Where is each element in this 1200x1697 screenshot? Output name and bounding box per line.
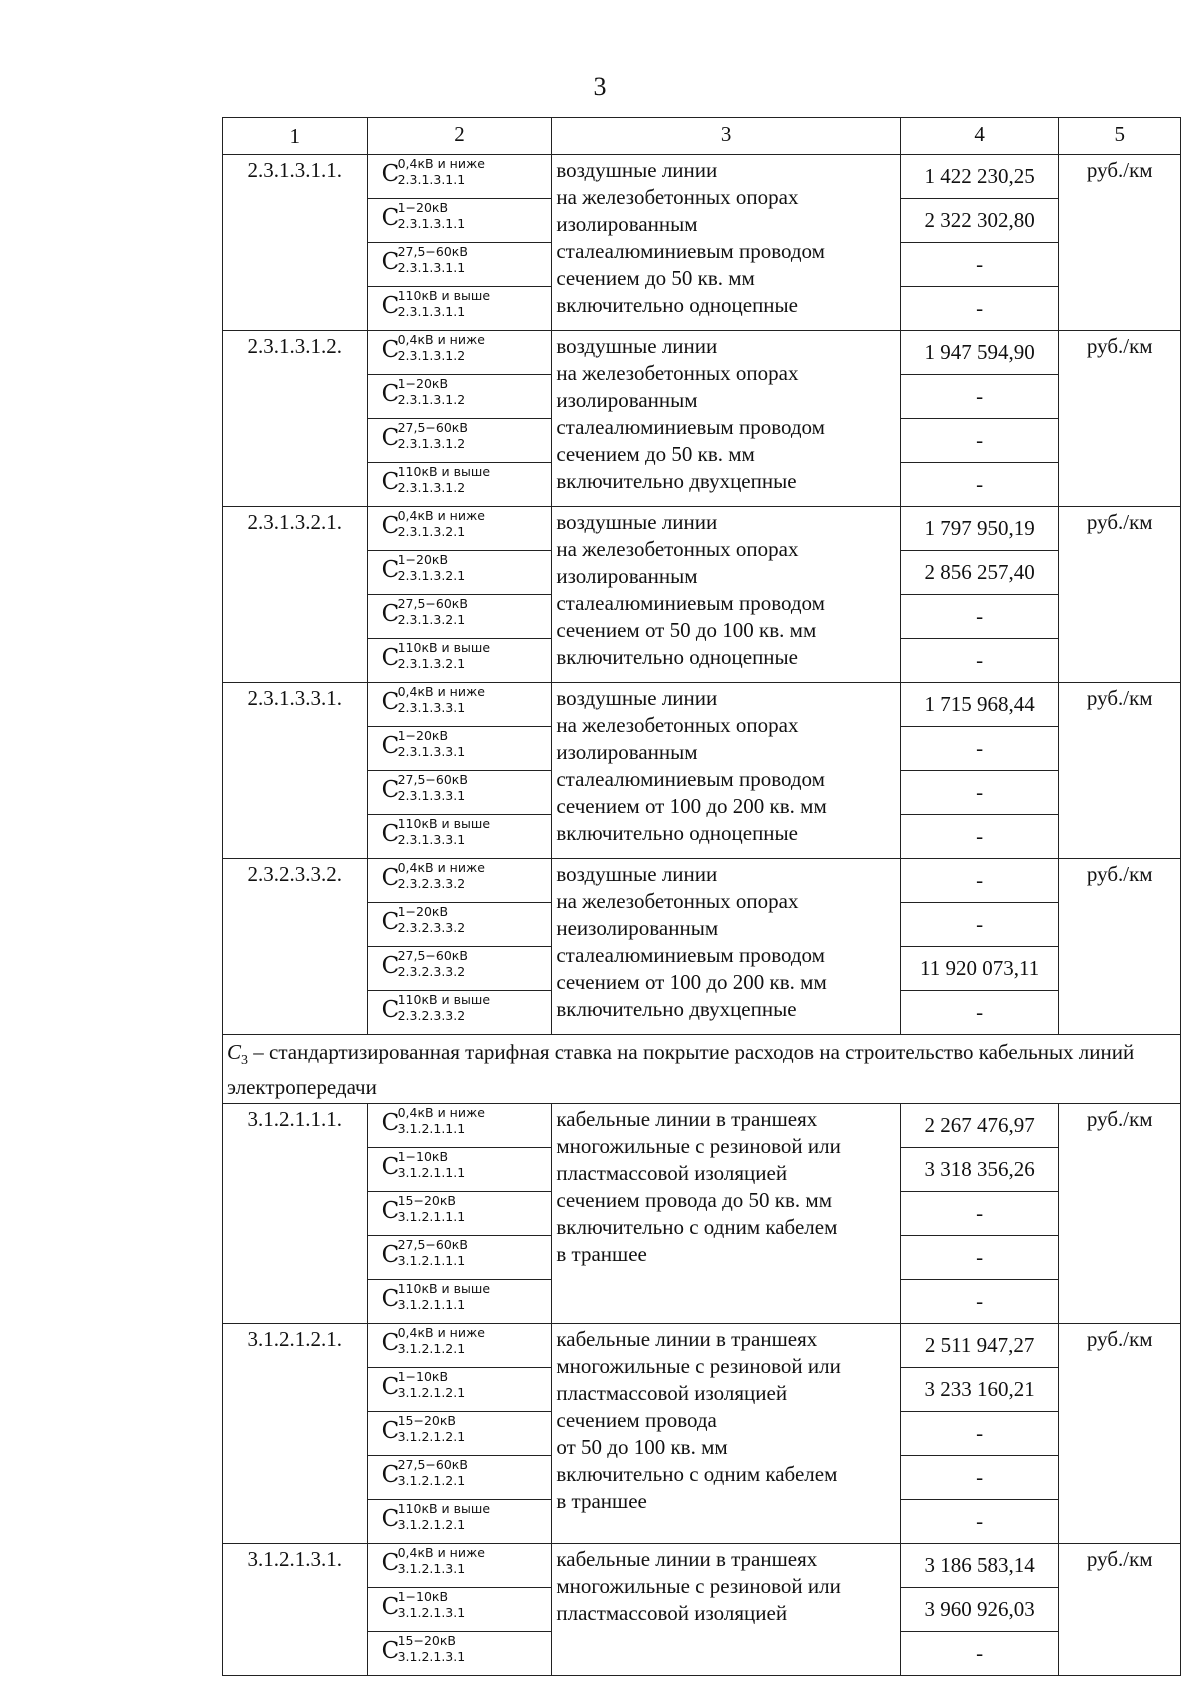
rate-value: 1 715 968,44 <box>900 683 1059 727</box>
rate-symbol <box>382 947 552 983</box>
description-line: на железобетонных опорах <box>556 713 799 737</box>
description-line: кабельные линии в траншеях <box>556 1107 818 1132</box>
rate-value: - <box>900 815 1059 859</box>
rate-symbol-letter: C <box>381 161 400 187</box>
rate-index: 2.3.1.3.1.2 <box>397 348 466 363</box>
rate-index: 2.3.1.3.1.1 <box>397 260 466 275</box>
table-row <box>223 683 1181 727</box>
rate-value: 11 920 073,11 <box>900 947 1059 991</box>
rate-symbol-letter: C <box>381 249 400 275</box>
line-description <box>552 1104 900 1324</box>
voltage-class: 1−10кВ <box>397 1369 449 1385</box>
rate-symbol-letter: C <box>381 1242 400 1269</box>
row-code: 2.3.2.3.3.2. <box>223 859 368 1035</box>
rate-symbol-letter: C <box>381 1462 400 1489</box>
voltage-class: 15−20кВ <box>397 1193 457 1209</box>
rate-index: 2.3.1.3.2.1 <box>397 568 466 583</box>
rate-index: 2.3.1.3.3.1 <box>397 788 466 803</box>
rate-symbol <box>382 1412 552 1448</box>
rate-symbol <box>382 1280 552 1316</box>
rate-symbol <box>382 551 552 587</box>
rate-symbol-cell <box>367 815 552 859</box>
column-header: 4 <box>900 118 1059 155</box>
unit: руб./км <box>1059 155 1181 331</box>
voltage-class: 1−20кВ <box>397 200 449 215</box>
table-row <box>223 859 1181 903</box>
rate-symbol <box>382 595 552 631</box>
description-line: включительно с одним кабелем <box>556 1462 838 1487</box>
rate-symbol-cell <box>367 771 552 815</box>
rate-symbol-cell <box>367 947 552 991</box>
description-line: сечением от 100 до 200 кв. мм <box>556 970 827 994</box>
rate-value: - <box>900 1632 1059 1676</box>
rate-symbol-letter: C <box>381 425 400 451</box>
rate-symbol-letter: C <box>381 381 400 407</box>
description-line: сечением до 50 кв. мм <box>556 266 755 290</box>
description-line: изолированным <box>556 740 698 764</box>
table-row <box>223 1544 1181 1588</box>
row-code: 2.3.1.3.2.1. <box>223 507 368 683</box>
voltage-class: 27,5−60кВ <box>397 1237 468 1253</box>
line-description <box>552 1544 900 1676</box>
rate-index: 2.3.2.3.3.2 <box>397 964 466 979</box>
rate-symbol-letter: C <box>381 689 400 715</box>
rate-symbol <box>382 815 552 851</box>
rate-symbol-letter: C <box>381 953 400 979</box>
description-line: кабельные линии в траншеях <box>556 1547 818 1572</box>
rate-value: - <box>900 595 1059 639</box>
rate-value: 2 322 302,80 <box>900 199 1059 243</box>
description-line: включительно двухцепные <box>556 469 797 493</box>
description-line: сталеалюминиевым проводом <box>556 239 825 263</box>
description-line: сечением до 50 кв. мм <box>556 442 755 466</box>
description-line: изолированным <box>556 388 698 412</box>
description-line: включительно с одним кабелем <box>556 1215 838 1240</box>
rate-symbol-letter: C <box>381 1550 400 1577</box>
rate-symbol <box>382 1148 552 1184</box>
rate-index: 3.1.2.1.1.1 <box>397 1165 466 1181</box>
description-line: включительно одноцепные <box>556 293 798 317</box>
description-line: сталеалюминиевым проводом <box>556 415 825 439</box>
voltage-class: 0,4кВ и ниже <box>397 1545 485 1561</box>
line-description <box>552 331 900 507</box>
rate-symbol-cell <box>367 1544 552 1588</box>
line-description <box>552 1324 900 1544</box>
rate-value: - <box>900 1500 1059 1544</box>
line-description <box>552 155 900 331</box>
rate-symbol <box>382 1588 552 1624</box>
rate-symbol-cell <box>367 1412 552 1456</box>
rate-value: 2 856 257,40 <box>900 551 1059 595</box>
rate-value: 3 318 356,26 <box>900 1148 1059 1192</box>
unit: руб./км <box>1059 1544 1181 1676</box>
rate-value: - <box>900 991 1059 1035</box>
rate-symbol <box>382 771 552 807</box>
rate-symbol-letter: C <box>381 513 400 539</box>
rate-symbol-letter: C <box>381 645 400 671</box>
unit: руб./км <box>1059 859 1181 1035</box>
description-line: в траншее <box>556 1489 647 1514</box>
voltage-class: 1−20кВ <box>397 904 449 919</box>
description-line: на железобетонных опорах <box>556 185 799 209</box>
rate-symbol-cell <box>367 551 552 595</box>
rate-symbol-cell <box>367 1632 552 1676</box>
rate-index: 2.3.1.3.1.1 <box>397 304 466 319</box>
rate-value: - <box>900 727 1059 771</box>
rate-symbol-letter: C <box>381 777 400 803</box>
table-row <box>223 1324 1181 1368</box>
rate-symbol <box>382 199 552 235</box>
row-code: 3.1.2.1.1.1. <box>223 1104 368 1324</box>
voltage-class: 1−20кВ <box>397 552 449 567</box>
rate-symbol-letter: C <box>381 293 400 319</box>
section-symbol-index: 3 <box>241 1053 249 1069</box>
voltage-class: 27,5−60кВ <box>397 772 468 787</box>
row-code: 3.1.2.1.2.1. <box>223 1324 368 1544</box>
rate-index: 2.3.1.3.2.1 <box>397 612 466 627</box>
rate-index: 3.1.2.1.2.1 <box>397 1429 466 1445</box>
rate-symbol <box>382 243 552 279</box>
rate-index: 2.3.1.3.1.2 <box>397 480 466 495</box>
voltage-class: 110кВ и выше <box>397 1281 491 1297</box>
line-description <box>552 507 900 683</box>
rate-symbol-cell <box>367 1368 552 1412</box>
table-row <box>223 1104 1181 1148</box>
rate-symbol-cell <box>367 859 552 903</box>
description-line: сечением от 100 до 200 кв. мм <box>556 794 827 818</box>
description-line: неизолированным <box>556 916 719 940</box>
rate-symbol <box>382 1236 552 1272</box>
rate-symbol-letter: C <box>381 337 400 363</box>
tariff-table-body <box>223 118 1181 1676</box>
rate-symbol-letter: C <box>381 1154 400 1181</box>
description-line: сталеалюминиевым проводом <box>556 767 825 791</box>
section-text: – стандартизированная тарифная ставка на покрытие расходов на строительство кабельных линий электропередачи <box>227 1040 1135 1100</box>
rate-symbol <box>382 1456 552 1492</box>
row-code: 2.3.1.3.1.2. <box>223 331 368 507</box>
description-line: пластмассовой изоляцией <box>556 1601 788 1626</box>
voltage-class: 0,4кВ и ниже <box>397 156 485 171</box>
rate-symbol <box>382 287 552 323</box>
rate-value: - <box>900 287 1059 331</box>
rate-value: - <box>900 463 1059 507</box>
rate-symbol-cell <box>367 595 552 639</box>
header-row <box>223 118 1181 155</box>
description-line: на железобетонных опорах <box>556 537 799 561</box>
table-row <box>223 155 1181 199</box>
rate-symbol-cell <box>367 1192 552 1236</box>
column-header: 1 <box>223 118 368 155</box>
rate-symbol <box>382 1632 552 1668</box>
voltage-class: 1−10кВ <box>397 1589 449 1605</box>
rate-index: 2.3.1.3.1.1 <box>397 216 466 231</box>
rate-symbol-letter: C <box>381 1110 400 1137</box>
voltage-class: 27,5−60кВ <box>397 420 468 435</box>
rate-symbol-letter: C <box>381 557 400 583</box>
rate-symbol-cell <box>367 419 552 463</box>
description-line: включительно одноцепные <box>556 821 798 845</box>
voltage-class: 110кВ и выше <box>397 640 491 655</box>
rate-symbol-letter: C <box>381 1330 400 1357</box>
rate-symbol-letter: C <box>381 865 400 891</box>
rate-symbol <box>382 375 552 411</box>
rate-index: 2.3.1.3.3.1 <box>397 700 466 715</box>
rate-symbol-cell <box>367 1324 552 1368</box>
rate-value: 3 186 583,14 <box>900 1544 1059 1588</box>
section-row <box>223 1035 1181 1104</box>
rate-symbol <box>382 507 552 543</box>
unit: руб./км <box>1059 507 1181 683</box>
description-line: сталеалюминиевым проводом <box>556 943 825 967</box>
description-line: воздушные линии <box>556 686 718 710</box>
rate-symbol-cell <box>367 1588 552 1632</box>
rate-index: 2.3.1.3.2.1 <box>397 656 466 671</box>
rate-index: 2.3.1.3.1.2 <box>397 436 466 451</box>
description-line: многожильные с резиновой или <box>556 1134 841 1159</box>
rate-value: - <box>900 639 1059 683</box>
rate-value: - <box>900 1280 1059 1324</box>
section-symbol: C <box>227 1040 242 1064</box>
rate-symbol-letter: C <box>381 1638 400 1665</box>
description-line: воздушные линии <box>556 334 718 358</box>
voltage-class: 0,4кВ и ниже <box>397 508 485 523</box>
rate-index: 3.1.2.1.2.1 <box>397 1341 466 1357</box>
rate-symbol <box>382 155 552 191</box>
voltage-class: 0,4кВ и ниже <box>397 332 485 347</box>
voltage-class: 110кВ и выше <box>397 464 491 479</box>
rate-symbol <box>382 1104 552 1140</box>
rate-index: 2.3.2.3.3.2 <box>397 920 466 935</box>
rate-value: - <box>900 1236 1059 1280</box>
column-header: 2 <box>367 118 552 155</box>
rate-symbol <box>382 1324 552 1360</box>
rate-symbol-cell <box>367 727 552 771</box>
tariff-table <box>222 117 1181 1676</box>
rate-value: 2 267 476,97 <box>900 1104 1059 1148</box>
section-heading <box>223 1035 1181 1104</box>
description-line: на железобетонных опорах <box>556 889 799 913</box>
voltage-class: 27,5−60кВ <box>397 244 468 259</box>
rate-symbol <box>382 1192 552 1228</box>
rate-index: 2.3.2.3.3.2 <box>397 1008 466 1023</box>
rate-index: 3.1.2.1.2.1 <box>397 1473 466 1489</box>
rate-index: 2.3.1.3.1.2 <box>397 392 466 407</box>
page-number: 3 <box>593 72 607 101</box>
voltage-class: 0,4кВ и ниже <box>397 1105 485 1121</box>
description-line: изолированным <box>556 564 698 588</box>
description-line: многожильные с резиновой или <box>556 1354 841 1379</box>
description-line: кабельные линии в траншеях <box>556 1327 818 1352</box>
voltage-class: 0,4кВ и ниже <box>397 1325 485 1341</box>
rate-index: 3.1.2.1.3.1 <box>397 1649 466 1665</box>
rate-index: 3.1.2.1.1.1 <box>397 1209 466 1225</box>
voltage-class: 27,5−60кВ <box>397 1457 468 1473</box>
rate-value: 3 960 926,03 <box>900 1588 1059 1632</box>
rate-index: 2.3.1.3.1.1 <box>397 172 466 187</box>
rate-symbol <box>382 991 552 1027</box>
rate-value: 1 422 230,25 <box>900 155 1059 199</box>
voltage-class: 1−20кВ <box>397 728 449 743</box>
voltage-class: 110кВ и выше <box>397 816 491 831</box>
description-line: сечением провода <box>556 1408 717 1433</box>
rate-symbol <box>382 463 552 499</box>
voltage-class: 110кВ и выше <box>397 1501 491 1517</box>
rate-symbol-letter: C <box>381 1286 400 1313</box>
description-line: сечением от 50 до 100 кв. мм <box>556 618 817 642</box>
rate-symbol-cell <box>367 683 552 727</box>
rate-symbol <box>382 727 552 763</box>
unit: руб./км <box>1059 1104 1181 1324</box>
rate-value: - <box>900 1412 1059 1456</box>
rate-symbol-cell <box>367 507 552 551</box>
rate-symbol-letter: C <box>381 997 400 1023</box>
rate-symbol-cell <box>367 243 552 287</box>
rate-symbol-cell <box>367 639 552 683</box>
rate-symbol-letter: C <box>381 1198 400 1225</box>
rate-value: - <box>900 1456 1059 1500</box>
rate-symbol-cell <box>367 155 552 199</box>
rate-value: 1 947 594,90 <box>900 331 1059 375</box>
voltage-class: 0,4кВ и ниже <box>397 860 485 875</box>
voltage-class: 15−20кВ <box>397 1413 457 1429</box>
rate-symbol-letter: C <box>381 1374 400 1401</box>
description-line: сталеалюминиевым проводом <box>556 591 825 615</box>
rate-index: 3.1.2.1.3.1 <box>397 1561 466 1577</box>
description-line: включительно двухцепные <box>556 997 797 1021</box>
line-description <box>552 683 900 859</box>
rate-index: 2.3.1.3.3.1 <box>397 832 466 847</box>
rate-symbol-cell <box>367 1236 552 1280</box>
rate-index: 3.1.2.1.3.1 <box>397 1605 466 1621</box>
rate-value: - <box>900 375 1059 419</box>
rate-symbol-cell <box>367 1280 552 1324</box>
rate-index: 2.3.2.3.3.2 <box>397 876 466 891</box>
rate-value: 1 797 950,19 <box>900 507 1059 551</box>
rate-symbol-letter: C <box>381 821 400 847</box>
description-line: сечением провода до 50 кв. мм <box>556 1188 832 1213</box>
unit: руб./км <box>1059 331 1181 507</box>
voltage-class: 27,5−60кВ <box>397 596 468 611</box>
rate-value: - <box>900 771 1059 815</box>
rate-symbol-cell <box>367 1500 552 1544</box>
rate-symbol-cell <box>367 287 552 331</box>
rate-value: - <box>900 903 1059 947</box>
rate-symbol-letter: C <box>381 1418 400 1445</box>
description-line: в траншее <box>556 1242 647 1267</box>
rate-index: 3.1.2.1.1.1 <box>397 1253 466 1269</box>
description-line: изолированным <box>556 212 698 236</box>
description-line: воздушные линии <box>556 862 718 886</box>
row-code: 2.3.1.3.1.1. <box>223 155 368 331</box>
rate-index: 3.1.2.1.1.1 <box>397 1297 466 1313</box>
line-description <box>552 859 900 1035</box>
rate-symbol <box>382 1368 552 1404</box>
rate-index: 3.1.2.1.2.1 <box>397 1385 466 1401</box>
rate-value: - <box>900 243 1059 287</box>
rate-symbol-letter: C <box>381 1594 400 1621</box>
rate-value: - <box>900 419 1059 463</box>
rate-symbol <box>382 331 552 367</box>
rate-symbol <box>382 1544 552 1580</box>
description-line: на железобетонных опорах <box>556 361 799 385</box>
rate-value: 2 511 947,27 <box>900 1324 1059 1368</box>
voltage-class: 0,4кВ и ниже <box>397 684 485 699</box>
rate-symbol-cell <box>367 463 552 507</box>
rate-value: - <box>900 1192 1059 1236</box>
description-line: многожильные с резиновой или <box>556 1574 841 1599</box>
rate-index: 3.1.2.1.2.1 <box>397 1517 466 1533</box>
table-row <box>223 507 1181 551</box>
voltage-class: 110кВ и выше <box>397 288 491 303</box>
description-line: пластмассовой изоляцией <box>556 1161 788 1186</box>
rate-value: 3 233 160,21 <box>900 1368 1059 1412</box>
rate-index: 2.3.1.3.3.1 <box>397 744 466 759</box>
rate-index: 2.3.1.3.2.1 <box>397 524 466 539</box>
row-code: 2.3.1.3.3.1. <box>223 683 368 859</box>
rate-symbol <box>382 859 552 895</box>
rate-symbol-cell <box>367 903 552 947</box>
rate-symbol <box>382 419 552 455</box>
voltage-class: 1−10кВ <box>397 1149 449 1165</box>
rate-symbol-letter: C <box>381 733 400 759</box>
voltage-class: 27,5−60кВ <box>397 948 468 963</box>
voltage-class: 1−20кВ <box>397 376 449 391</box>
rate-symbol-letter: C <box>381 1506 400 1533</box>
rate-symbol-cell <box>367 1456 552 1500</box>
rate-symbol-letter: C <box>381 469 400 495</box>
description-line: воздушные линии <box>556 158 718 182</box>
rate-index: 3.1.2.1.1.1 <box>397 1121 466 1137</box>
rate-symbol-cell <box>367 1104 552 1148</box>
rate-symbol-cell <box>367 331 552 375</box>
rate-symbol-letter: C <box>381 909 400 935</box>
voltage-class: 110кВ и выше <box>397 992 491 1007</box>
rate-symbol-letter: C <box>381 205 400 231</box>
rate-symbol-letter: C <box>381 601 400 627</box>
unit: руб./км <box>1059 1324 1181 1544</box>
rate-symbol <box>382 903 552 939</box>
description-line: от 50 до 100 кв. мм <box>556 1435 728 1460</box>
voltage-class: 15−20кВ <box>397 1633 457 1649</box>
rate-symbol <box>382 683 552 719</box>
description-line: воздушные линии <box>556 510 718 534</box>
column-header: 3 <box>552 118 900 155</box>
rate-value: - <box>900 859 1059 903</box>
rate-symbol-cell <box>367 375 552 419</box>
rate-symbol <box>382 639 552 675</box>
row-code: 3.1.2.1.3.1. <box>223 1544 368 1676</box>
rate-symbol-cell <box>367 199 552 243</box>
rate-symbol-cell <box>367 1148 552 1192</box>
rate-symbol-cell <box>367 991 552 1035</box>
rate-symbol <box>382 1500 552 1536</box>
unit: руб./км <box>1059 683 1181 859</box>
column-header: 5 <box>1059 118 1181 155</box>
table-row <box>223 331 1181 375</box>
description-line: включительно одноцепные <box>556 645 798 669</box>
description-line: пластмассовой изоляцией <box>556 1381 788 1406</box>
